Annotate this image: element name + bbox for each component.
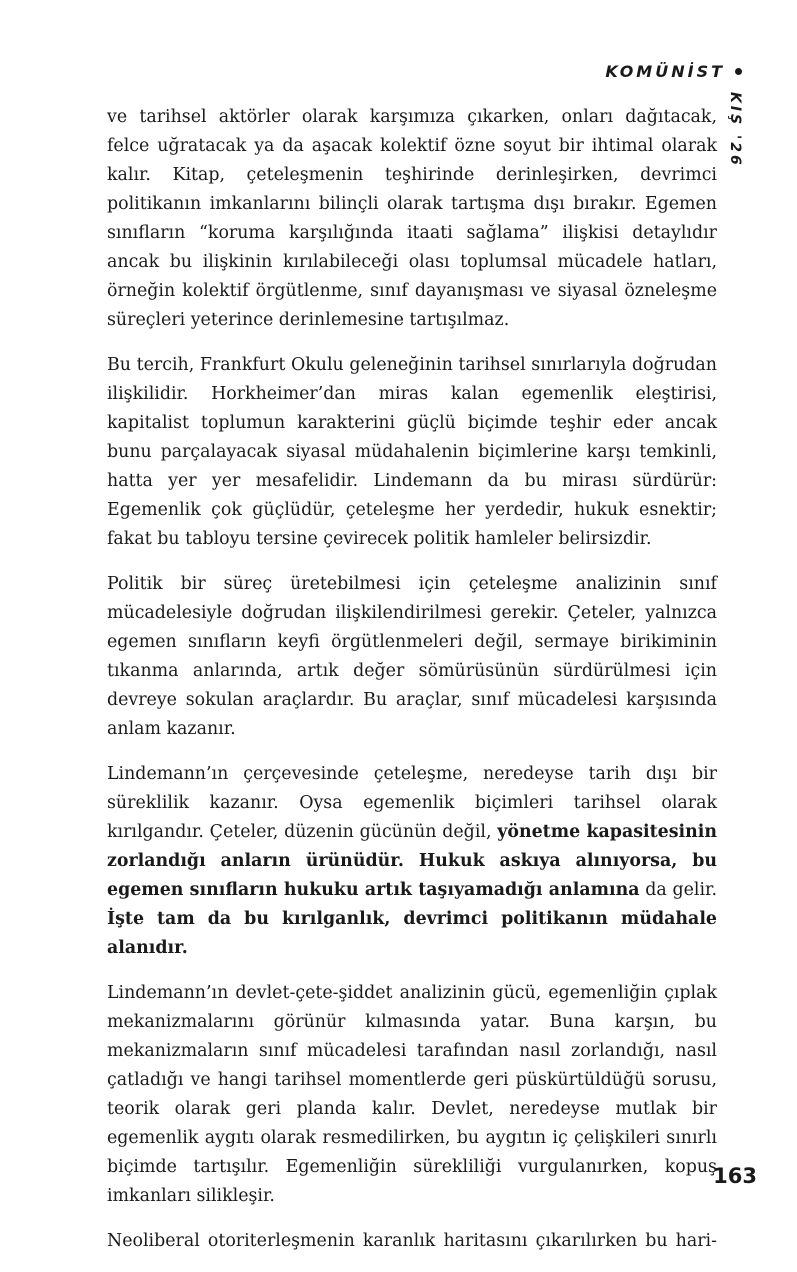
paragraph: Lindemann’ın devlet-çete-şiddet analizinin gücü, egemenliğin çıplak mekanizmalarını görünür kılmasında yatar. Buna karşın, bu mekanizmaların sınıf mücadelesi tarafından nasıl zorlandığı, nasıl çatladığı ve hangi tarihsel momentlerde geri püskürtüldüğü sorusu, teorik olarak geri planda kalır. Devlet, neredeyse mutlak bir egemenlik aygıtı olarak resmedilirken, bu aygıtın iç çelişkileri sınırlı biçimde tartışılır. Egemenliğin sürekliliği vurgulanırken, kopuş imkanları silikleşir. [107, 983, 717, 1206]
article-body [107, 103, 717, 1272]
paragraph: Politik bir süreç üretebilmesi için çeteleşme analizinin sınıf mücadelesiyle doğrudan ilişkilendirilmesi gerekir. Çeteler, yalnızca egemen sınıfların keyfi örgütlenmeleri değil, sermaye birikiminin tıkanma anlarında, artık değer sömürüsünün sürdürülmesi için devreye sokulan araçlardır. Bu araçlar, sınıf mücadelesi karşısında anlam kazanır. [107, 574, 717, 739]
bold-emphasis: yönetme kapasitesinin zorlandığı anların ürünüdür. Hukuk askıya alınıyorsa, bu egemen sınıfların hukuku artık taşıyamadığı anlamına [107, 822, 717, 900]
bold-emphasis: İşte tam da bu kırılganlık, devrimci politikanın müdahale alanıdır. [107, 909, 717, 958]
paragraph: ve tarihsel aktörler olarak karşımıza çıkarken, onları dağıtacak, felce uğratacak ya da aşacak kolektif özne soyut bir ihtimal olarak kalır. Kitap, çeteleşmenin teşhirinde derinleşirken, devrimci politikanın imkanlarını bilinçli olarak tartışma dışı bırakır. Egemen sınıfların “koruma karşılığında itaati sağlama” ilişkisi detaylıdır ancak bu ilişkinin kırılabileceği olası toplumsal mücadele hatları, örneğin kolektif örgütlenme, sınıf dayanışması ve siyasal özneleşme süreçleri yeterince derinlemesine tartışılmaz. [107, 107, 717, 330]
paragraph-text: Lindemann’ın çerçevesinde çeteleşme, neredeyse tarih dışı bir süreklilik kazanır. Oysa egemenlik biçimleri tarihsel olarak kırılgandır. Çeteler, düzenin gücünün değil, [107, 764, 717, 842]
bullet-dot-icon [735, 68, 742, 75]
paragraph: Neoliberal otoriterleşmenin karanlık haritasını çıkarılırken bu hari- [107, 1231, 717, 1251]
issue-season: KIŞ '26 [727, 92, 743, 168]
paragraph [107, 760, 717, 963]
paragraph: Bu tercih, Frankfurt Okulu geleneğinin tarihsel sınırlarıyla doğrudan ilişkilidir. Horkheimer’dan miras kalan egemenlik eleştirisi, kapitalist toplumun karakterini güçlü biçimde teşhir eder ancak bunu parçalayacak siyasal müdahalenin biçimlerine karşı temkinli, hatta yer yer mesafelidir. Lindemann da bu mirası sürdürür: Egemenlik çok güçlüdür, çeteleşme her yerdedir, hukuk esnektir; fakat bu tabloyu tersine çevirecek politik hamleler belirsizdir. [107, 355, 717, 549]
page-number: 163 [713, 1164, 757, 1188]
paragraph-text: da gelir. [639, 880, 717, 900]
magazine-title: KOMÜNİST [605, 62, 725, 81]
running-header [605, 62, 742, 81]
